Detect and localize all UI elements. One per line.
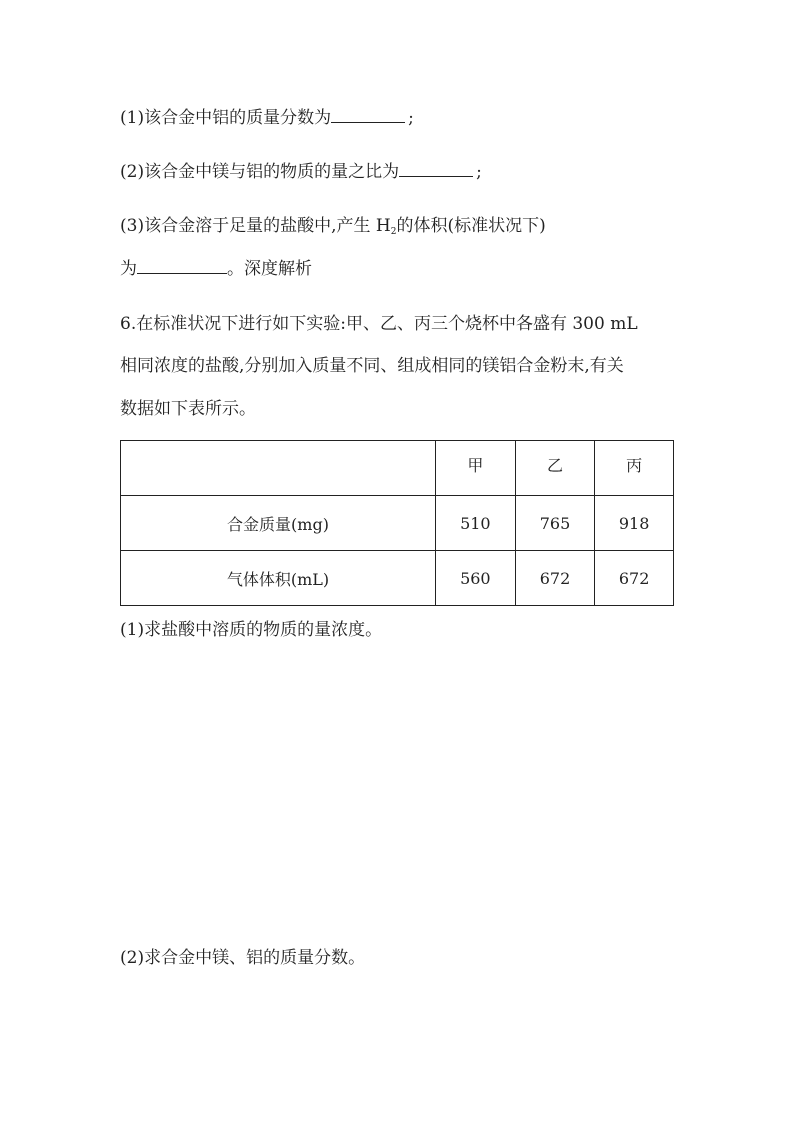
table-cell: 918: [595, 496, 674, 551]
question-3: [120, 216, 546, 242]
table-header-cell: [121, 441, 436, 496]
table-header-row: [121, 441, 674, 496]
answer-blank-1[interactable]: [331, 108, 405, 123]
question-3-text-a: (3)该合金溶于足量的盐酸中,产生 H: [120, 216, 391, 236]
sub-question-2: (2)求合金中镁、铝的质量分数。: [120, 948, 366, 968]
table-header-cell: 甲: [436, 441, 516, 496]
table-cell: 560: [436, 551, 516, 606]
data-table: [120, 440, 674, 606]
question-1-text: (1)该合金中铝的质量分数为: [120, 108, 332, 128]
answer-blank-2[interactable]: [399, 162, 473, 177]
table-row: [121, 496, 674, 551]
answer-blank-3[interactable]: [137, 259, 227, 274]
question-2-end: ;: [476, 162, 482, 182]
row-label: 气体体积(mL): [121, 551, 436, 606]
sub-question-1: (1)求盐酸中溶质的物质的量浓度。: [120, 620, 383, 640]
table-cell: 672: [595, 551, 674, 606]
problem-6-line-2: 相同浓度的盐酸,分别加入质量不同、组成相同的镁铝合金粉末,有关: [120, 356, 624, 376]
question-1-end: ;: [408, 108, 414, 128]
table-header-cell: 乙: [515, 441, 595, 496]
table-header-cell: 丙: [595, 441, 674, 496]
question-3-text-b: 的体积(标准状况下): [396, 216, 546, 236]
question-2-text: (2)该合金中镁与铝的物质的量之比为: [120, 162, 400, 182]
problem-6-line-3: 数据如下表所示。: [120, 399, 256, 419]
h2-subscript: 2: [390, 227, 397, 237]
problem-6-line-1: 6.在标准状况下进行如下实验:甲、乙、丙三个烧杯中各盛有 300 mL: [120, 314, 638, 334]
table-cell: 672: [515, 551, 595, 606]
row-label: 合金质量(mg): [121, 496, 436, 551]
table-cell: 765: [515, 496, 595, 551]
question-2: [120, 162, 482, 182]
question-3-end: 。深度解析: [227, 259, 312, 279]
table-row: [121, 551, 674, 606]
question-3-continued: [120, 259, 312, 279]
question-3-text-c: 为: [120, 259, 137, 279]
question-1: [120, 108, 414, 128]
table-cell: 510: [436, 496, 516, 551]
